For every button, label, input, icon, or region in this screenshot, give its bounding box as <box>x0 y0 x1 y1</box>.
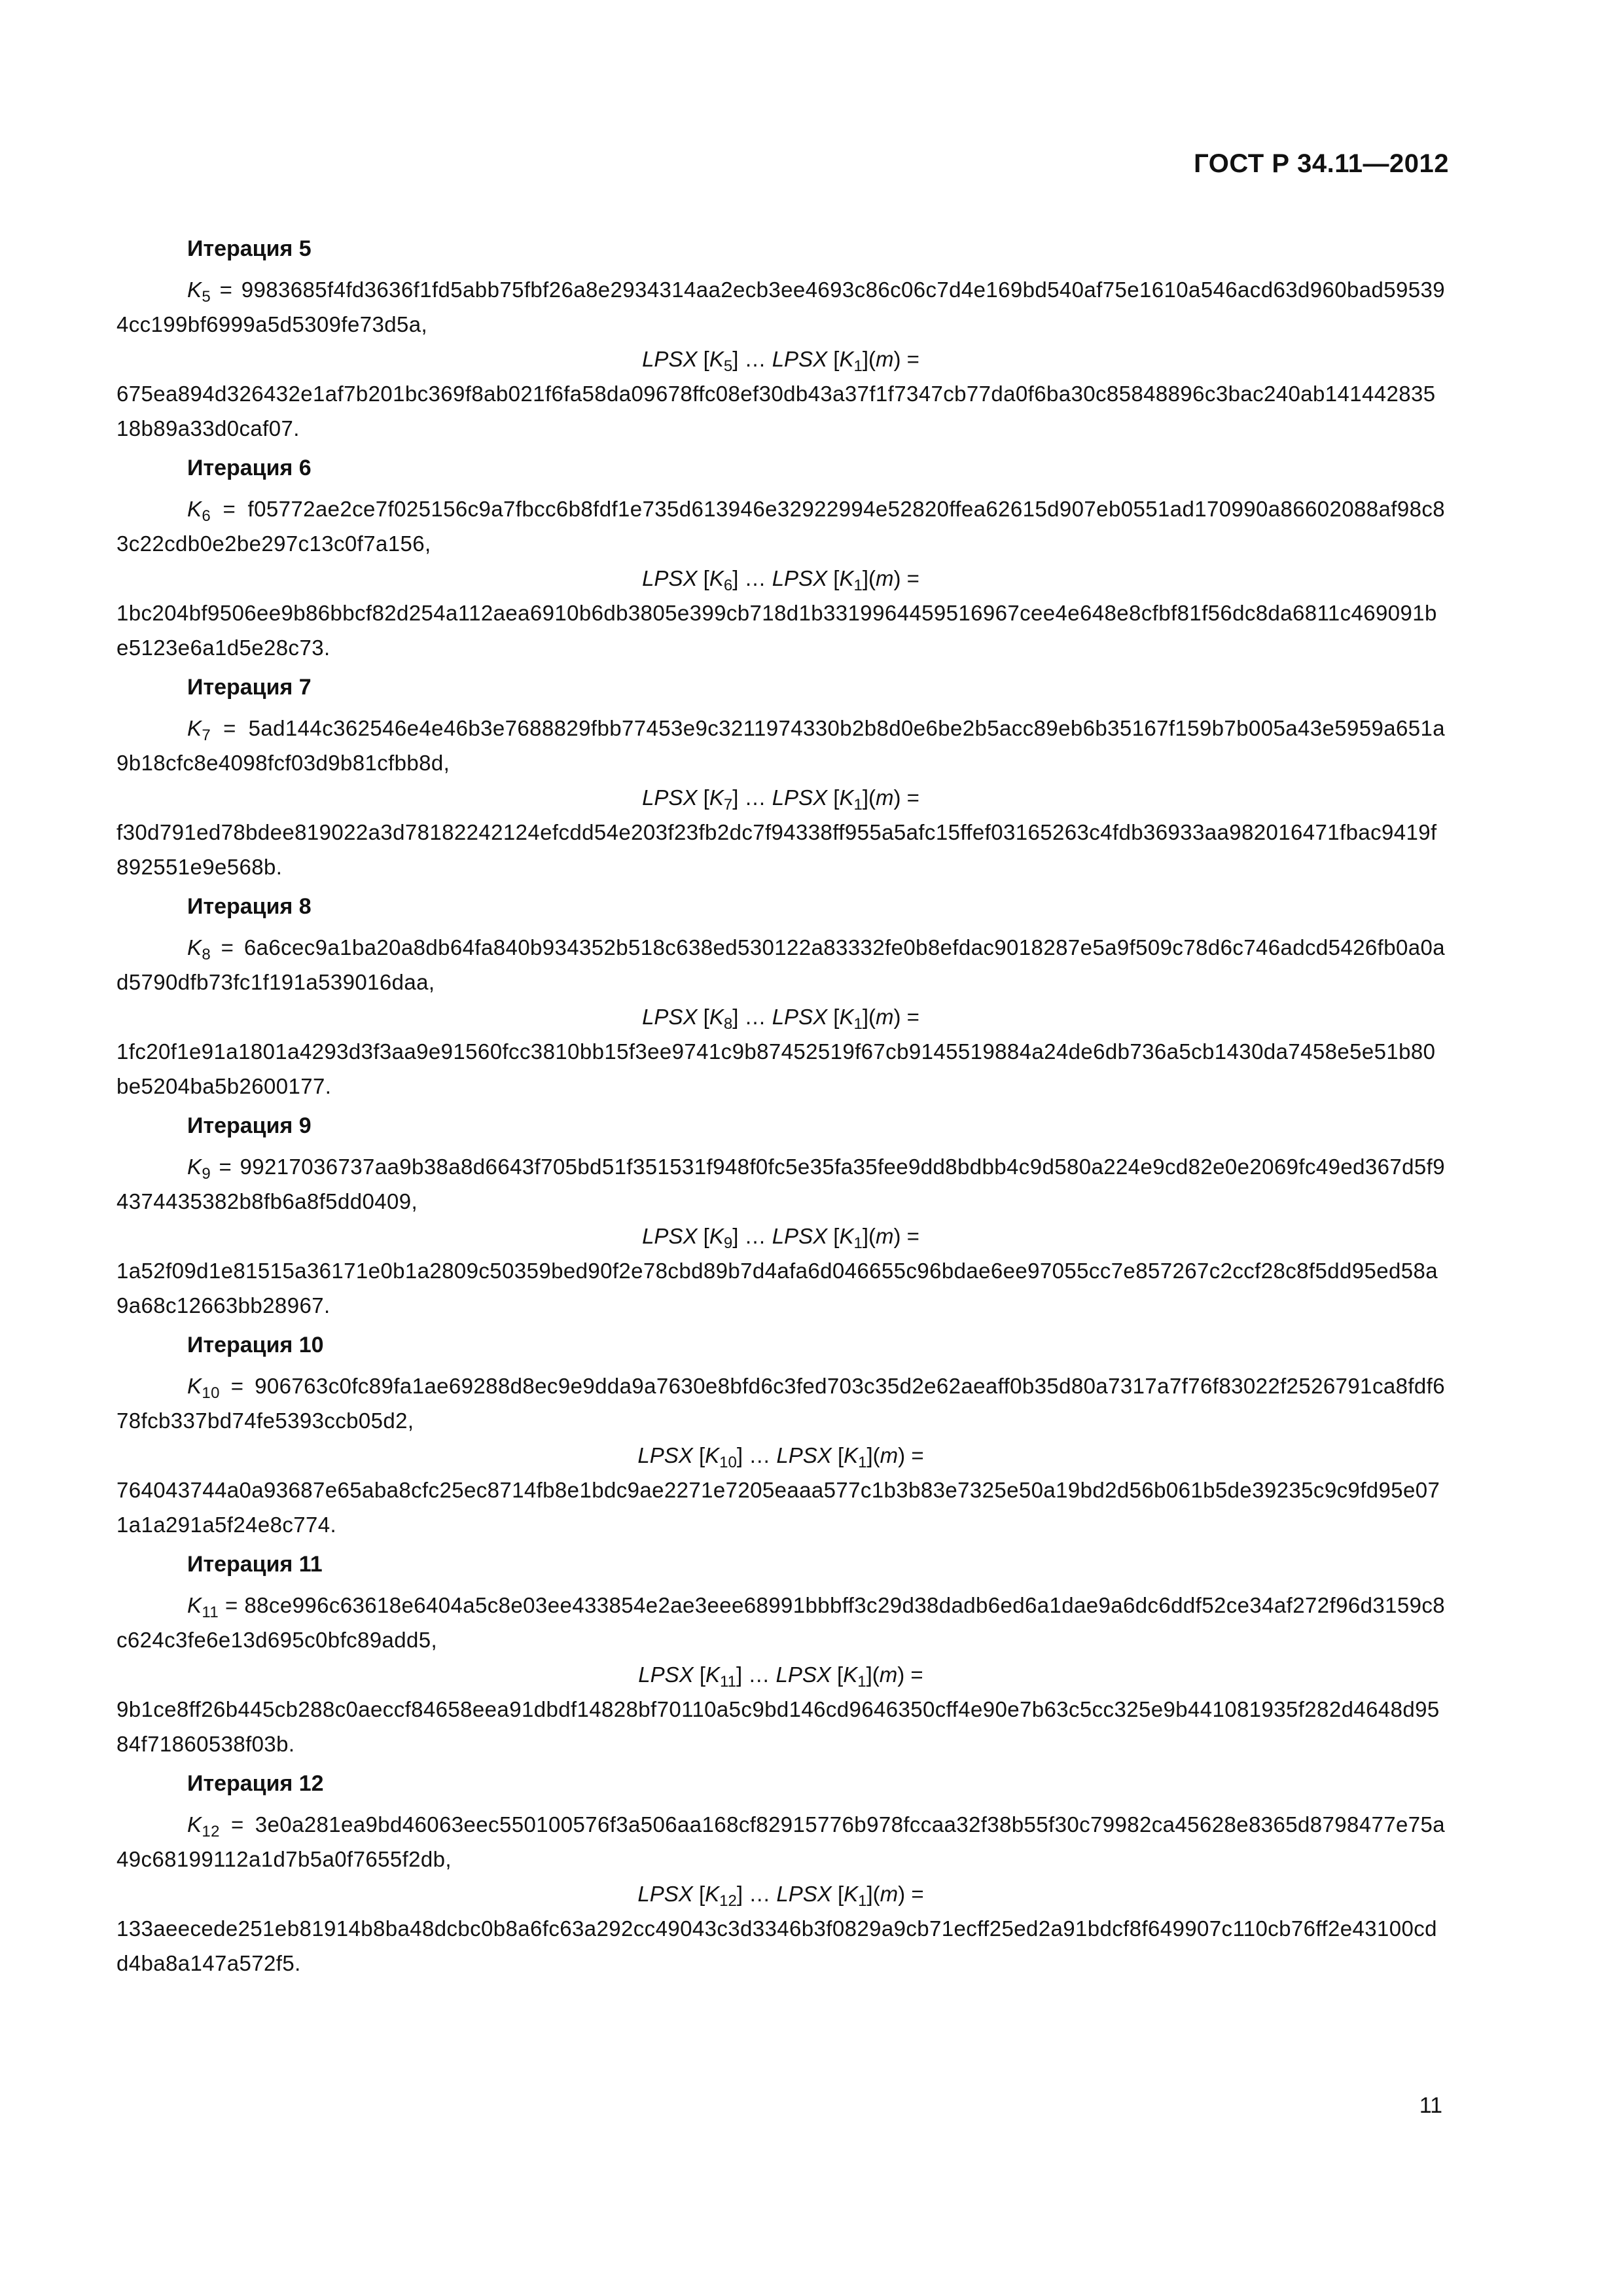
iteration-section <box>116 884 1445 1103</box>
iteration-section <box>116 1322 1445 1542</box>
iteration-result: 9b1ce8ff26b445cb288c0aeccf84658eea91dbdf14828bf70110a5c9bd146cd9646350cff4e90e7b63c5cc325e9b441081935f282d4648d9584f71860538f03b. <box>116 1697 1440 1756</box>
round-key-subscript: 12 <box>202 1823 220 1840</box>
iteration-result: 764043744a0a93687e65aba8cfc25ec8714fb8e1bdc9ae2271e7205eaaa577c1b3b83e7325e50a19bd2d56b061b5de39235c9c9fd95e071a1a291a5f24e8c774. <box>116 1478 1440 1537</box>
lpsx-formula: LPSX $[K_7]$ … LPSX $[K_1](m)$ = <box>642 785 919 814</box>
formula-subscript: 6 <box>723 577 733 594</box>
lpsx-formula: LPSX $[K_8]$ … LPSX $[K_1](m)$ = <box>642 1005 919 1033</box>
iteration-result: f30d791ed78bdee819022a3d78182242124efcdd54e203f23fb2dc7f94338ff955a5afc15ffef03165263c4fdb36933aa982016471fbac9419f892551e9e568b. <box>116 820 1437 879</box>
round-key-subscript: 10 <box>202 1384 220 1402</box>
document-header: ГОСТ Р 34.11—2012 <box>1194 149 1449 178</box>
iteration-title: Итерация 12 <box>187 1771 324 1796</box>
round-key-value: 3e0a281ea9bd46063eec550100576f3a506aa168cf82915776b978fccaa32f38b55f30c79982ca45628e8365d8798477e75a49c68199112a1d7b5a0f7655f2db, <box>116 1812 1445 1871</box>
round-key-paragraph: $K_6$ = f05772ae2ce7f025156c9a7fbcc6b8fdf1e735d613946e32922994e52820ffea62615d907eb0551ad170990a86602088af98c83c22cdb0e2be297c13c0f7a156, <box>116 497 1445 556</box>
round-key-subscript: 5 <box>202 288 211 306</box>
iteration-title: Итерация 10 <box>187 1333 324 1357</box>
round-key-value: f05772ae2ce7f025156c9a7fbcc6b8fdf1e735d613946e32922994e52820ffea62615d907eb0551ad170990a86602088af98c83c22cdb0e2be297c13c0f7a156, <box>116 497 1445 556</box>
formula-subscript: 10 <box>719 1454 737 1471</box>
formula-subscript: 9 <box>723 1234 733 1252</box>
formula-subscript: 7 <box>723 796 733 814</box>
round-key-subscript: 8 <box>202 946 211 963</box>
round-key-value: 9983685f4fd3636f1fd5abb75fbf26a8e2934314aa2ecb3ee4693c86c06c7d4e169bd540af75e1610a546acd63d960bad595394cc199bf6999a5d5309fe73d5a, <box>116 278 1445 336</box>
document-body <box>116 226 1445 1980</box>
round-key-subscript: 7 <box>202 726 211 744</box>
round-key-paragraph: $K_{10}$ = 906763c0fc89fa1ae69288d8ec9e9dda9a7630e8bfd6c3fed703c35d2e62aeaff0b35d80a7317a7f76f83022f2526791ca8fdf678fcb337bd74fe5393ccb05d2, <box>116 1374 1445 1433</box>
iteration-section <box>116 1541 1445 1761</box>
iteration-result: 675ea894d326432e1af7b201bc369f8ab021f6fa58da09678ffc08ef30db43a37f1f7347cb77da0f6ba30c85848896c3bac240ab14144283518b89a33d0caf07. <box>116 382 1436 440</box>
lpsx-formula: LPSX $[K_5]$ … LPSX $[K_1](m)$ = <box>642 347 919 375</box>
iteration-result: 1bc204bf9506ee9b86bbcf82d254a112aea6910b6db3805e399cb718d1b3319964459516967cee4e648e8cfbf81f56dc8da6811c469091be5123e6a1d5e28c73. <box>116 601 1437 660</box>
lpsx-formula: LPSX $[K_6]$ … LPSX $[K_1](m)$ = <box>642 566 919 594</box>
iteration-title: Итерация 9 <box>187 1113 312 1138</box>
iteration-result: 1a52f09d1e81515a36171e0b1a2809c50359bed90f2e78cbd89b7d4afa6d046655c96bdae6ee97055cc7e857267c2ccf28c8f5dd95ed58a9a68c12663bb28967. <box>116 1259 1438 1318</box>
round-key-paragraph: $K_8$ = 6a6cec9a1ba20a8db64fa840b934352b518c638ed530122a83332fe0b8efdac9018287e5a9f509c78d6c746adcd5426fb0a0ad5790dfb73fc1f191a539016daa, <box>116 935 1445 994</box>
round-key-paragraph: $K_7 = 5ad144c362546e4e46b3e7688829fbb77453e9c3211974330b2b8d0e6be2b5acc89eb6b35167f159b7b005a43e5959a651a9b18cfc8e4098fcf03d9b$81cfbb8d, <box>116 716 1445 775</box>
formula-subscript: 5 <box>723 357 733 375</box>
iteration-title: Итерация 8 <box>187 894 312 919</box>
iteration-title: Итерация 5 <box>187 236 312 261</box>
formula-subscript: 11 <box>720 1673 736 1691</box>
iteration-section <box>116 445 1445 665</box>
round-key-subscript: 11 <box>202 1604 219 1621</box>
iteration-section <box>116 1761 1445 1981</box>
round-key-value: 5ad144c362546e4e46b3e7688829fbb77453e9c3211974330b2b8d0e6be2b5acc89eb6b35167f159b7b005a43e5959a651a9b18cfc8e4098fcf03d9b81cfbb8d, <box>116 716 1445 775</box>
round-key-value: 906763c0fc89fa1ae69288d8ec9e9dda9a7630e8bfd6c3fed703c35d2e62aeaff0b35d80a7317a7f76f83022f2526791ca8fdf678fcb337bd74fe5393ccb05d2, <box>116 1374 1445 1433</box>
lpsx-formula: LPSX $[K_{12}]$ … LPSX $[K_1](m)$ = <box>637 1882 924 1910</box>
round-key-paragraph: $K_{11}$ = 88ce996c63618e6404a5c8e03ee433854e2ae3eee68991bbbff3c29d38dadb6ed6a1dae9a6dc6ddf52ce34af272f96d3159c8c624c3fe6e13d695c0bfc89add5, <box>116 1593 1445 1652</box>
iteration-section <box>116 664 1445 884</box>
round-key-subscript: 6 <box>202 507 211 525</box>
iteration-section <box>116 1103 1445 1323</box>
iteration-result: 1fc20f1e91a1801a4293d3f3aa9e91560fcc3810bb15f3ee9741c9b87452519f67cb9145519884a24de6db736a5cb1430da7458e5e51b80be5204ba5b2600177. <box>116 1039 1436 1098</box>
lpsx-formula: LPSX $[K_{11}]$ … LPSX $[K_1](m)$ = <box>638 1662 923 1691</box>
page-number: 11 <box>1419 2093 1442 2118</box>
iteration-title: Итерация 6 <box>187 456 312 480</box>
iteration-title: Итерация 7 <box>187 675 312 700</box>
round-key-value: 88ce996c63618e6404a5c8e03ee433854e2ae3eee68991bbbff3c29d38dadb6ed6a1dae9a6dc6ddf52ce34af272f96d3159c8c624c3fe6e13d695c0bfc89add5, <box>116 1593 1445 1652</box>
lpsx-formula: LPSX $[K_9]$ … LPSX $[K_1](m)$ = <box>642 1224 919 1252</box>
iteration-title: Итерация 11 <box>187 1552 323 1577</box>
round-key-paragraph: $K_{12}$ = 3e0a281ea9bd46063eec550100576f3a506aa168cf82915776b978fccaa32f38b55f30c79982ca45628e8365d8798477e75a49c68199112a1d7b5a0f7655f2db, <box>116 1812 1445 1871</box>
lpsx-formula: LPSX $[K_{10}]$ … LPSX $[K_1](m)$ = <box>637 1443 924 1471</box>
round-key-paragraph: $K_9$ = 99217036737aa9b38a8d6643f705bd51f351531f948f0fc5e35fa35fee9dd8bdbb4c9d580a224e9cd82e0e2069fc49ed367d5f94374435382b8fb6a8f5dd0409, <box>116 1155 1445 1213</box>
formula-subscript: 8 <box>723 1015 733 1033</box>
round-key-value: 99217036737aa9b38a8d6643f705bd51f351531f948f0fc5e35fa35fee9dd8bdbb4c9d580a224e9cd82e0e2069fc49ed367d5f94374435382b8fb6a8f5dd0409, <box>116 1155 1445 1213</box>
round-key-subscript: 9 <box>202 1165 211 1183</box>
iteration-result: 133aeecede251eb81914b8ba48dcbc0b8a6fc63a292cc49043c3d3346b3f0829a9cb71ecff25ed2a91bdcf8f649907c110cb76ff2e43100cdd4ba8a147a572f5. <box>116 1916 1437 1975</box>
round-key-paragraph: $K_5 = 9983685f4fd3636f1fd5abb75fbf26a8e2934314aa2ecb3ee4693c86c06c7d4e169bd540af75e1610a546acd63d960bad595394cc199bf6999a5d530$9fe73d5a, <box>116 278 1445 336</box>
iteration-section <box>116 226 1445 446</box>
round-key-value: 6a6cec9a1ba20a8db64fa840b934352b518c638ed530122a83332fe0b8efdac9018287e5a9f509c78d6c746adcd5426fb0a0ad5790dfb73fc1f191a539016daa, <box>116 935 1445 994</box>
formula-subscript: 12 <box>719 1892 737 1910</box>
